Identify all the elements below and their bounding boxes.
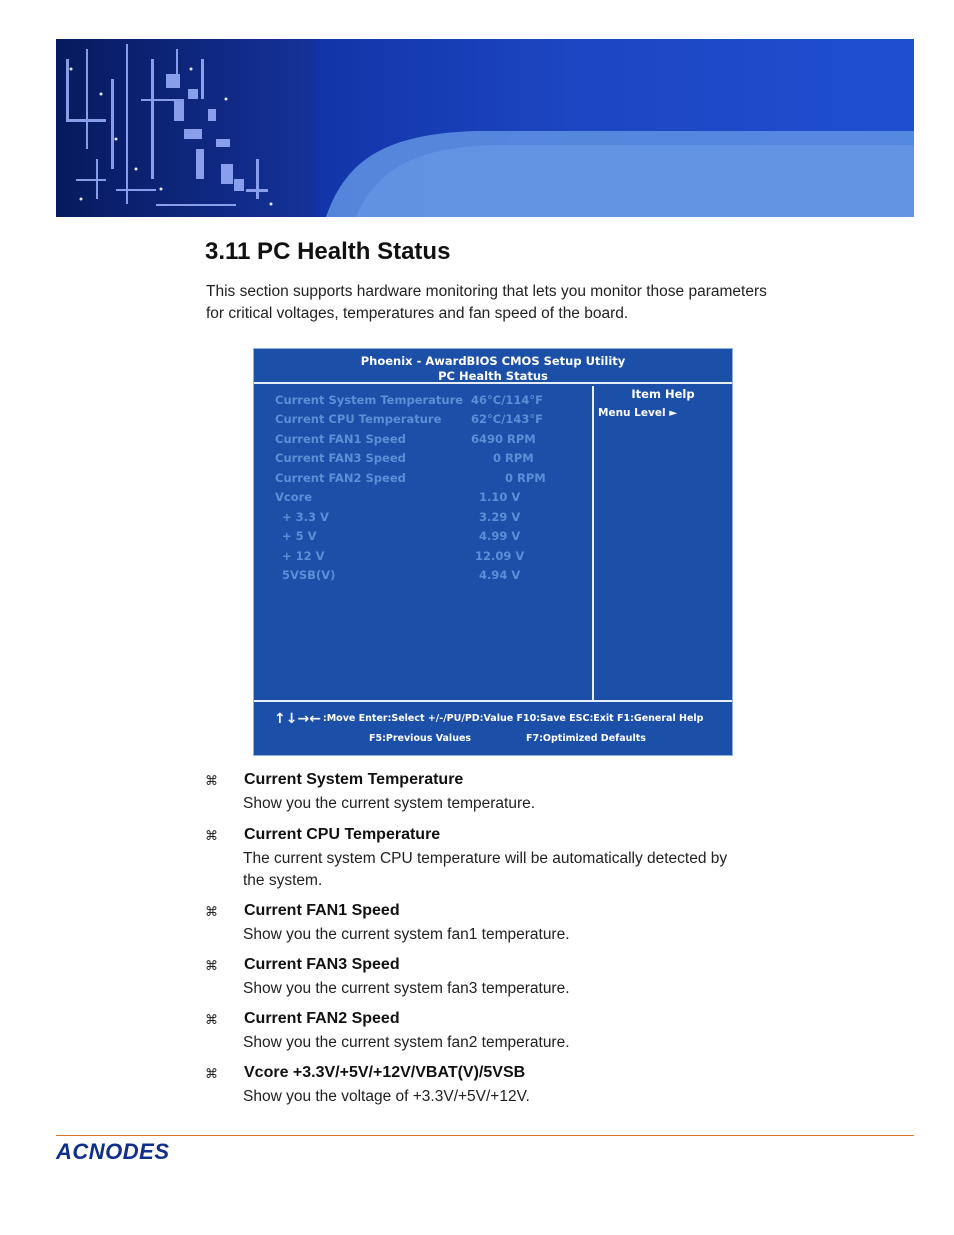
bios-row-label: 5VSB(V) [282, 568, 336, 582]
item-description: Show you the current system fan2 temperature. [243, 1034, 570, 1051]
bios-key-help-line [274, 711, 703, 727]
bios-row-label: Current FAN3 Speed [275, 451, 406, 465]
item-heading: Current System Temperature [244, 771, 464, 788]
bios-row-label: Current System Temperature [275, 393, 464, 407]
bios-key-f5: F5:Previous Values [369, 733, 472, 744]
bios-row [254, 510, 592, 529]
item-heading: Current FAN3 Speed [244, 956, 400, 973]
bios-row-value: 0 RPM [493, 451, 534, 465]
header-banner [56, 39, 914, 217]
bios-row-value: 4.94 V [479, 568, 521, 582]
bios-row-label: Current CPU Temperature [275, 412, 442, 426]
item-heading: Current FAN1 Speed [244, 902, 400, 919]
bios-title: Phoenix - AwardBIOS CMOS Setup Utility [360, 354, 626, 368]
item-heading: Current CPU Temperature [244, 826, 441, 843]
bios-row-label: Vcore [275, 490, 313, 504]
bios-row [254, 490, 592, 509]
help-title: Item Help [631, 387, 695, 401]
bios-row [254, 393, 592, 412]
item-description: Show you the current system fan1 temperature. [243, 926, 570, 943]
bios-row [254, 549, 592, 568]
bios-row-label: Current FAN2 Speed [275, 471, 406, 485]
bios-row [254, 451, 592, 470]
bullet-icon: ⌘ [205, 828, 218, 843]
item-description: The current system CPU temperature will be automatically detected by the system. [243, 850, 728, 889]
bios-row-label: + 3.3 V [282, 510, 329, 524]
acnodes-logo: ACNODES [56, 1139, 170, 1164]
item-description: Show you the voltage of +3.3V/+5V/+12V. [243, 1088, 530, 1105]
bios-row-label: Current FAN1 Speed [275, 432, 406, 446]
item-heading: Vcore +3.3V/+5V/+12V/VBAT(V)/5VSB [244, 1064, 526, 1081]
bios-screen [253, 348, 733, 756]
bios-status-panel [254, 386, 594, 700]
bios-row [254, 412, 592, 431]
bios-row-value: 46°C/114°F [471, 393, 544, 407]
bios-header [254, 349, 732, 384]
help-menu-level: Menu Level ► [598, 407, 678, 419]
bios-row [254, 471, 592, 490]
bios-row-value: 6490 RPM [471, 432, 536, 446]
arrow-keys-icon: ↑↓→← [274, 711, 321, 727]
bios-subtitle: PC Health Status [438, 369, 548, 383]
section-intro: This section supports hardware monitoring that lets you monitor those parameters for critical voltages, temperatures and fan speed of the board. [206, 283, 767, 322]
bullet-icon: ⌘ [205, 958, 218, 973]
bullet-icon: ⌘ [205, 1012, 218, 1027]
bios-row [254, 432, 592, 451]
bios-row-value: 1.10 V [479, 490, 521, 504]
bios-key-help: :Move Enter:Select +/-/PU/PD:Value F10:Save ESC:Exit F1:General Help [322, 713, 704, 724]
footer-divider [56, 1135, 914, 1136]
section-title: 3.11 PC Health Status [205, 238, 451, 265]
bullet-icon: ⌘ [205, 773, 218, 788]
bullet-icon: ⌘ [205, 1066, 218, 1081]
bios-footer [254, 700, 732, 757]
bullet-icon: ⌘ [205, 904, 218, 919]
bios-row-value: 12.09 V [475, 549, 525, 563]
bios-help-panel [594, 386, 732, 700]
item-description: Show you the current system temperature. [243, 795, 536, 812]
bios-key-f7: F7:Optimized Defaults [526, 733, 646, 744]
bios-row-value: 4.99 V [479, 529, 521, 543]
bios-row [254, 568, 592, 587]
bios-row-value: 62°C/143°F [471, 412, 544, 426]
bios-row-value: 0 RPM [505, 471, 546, 485]
item-description: Show you the current system fan3 temperature. [243, 980, 570, 997]
bios-row-label: + 12 V [282, 549, 325, 563]
bios-row [254, 529, 592, 548]
bios-row-value: 3.29 V [479, 510, 521, 524]
item-heading: Current FAN2 Speed [244, 1010, 400, 1027]
circuit-board-image [56, 39, 914, 217]
bios-row-label: + 5 V [282, 529, 317, 543]
